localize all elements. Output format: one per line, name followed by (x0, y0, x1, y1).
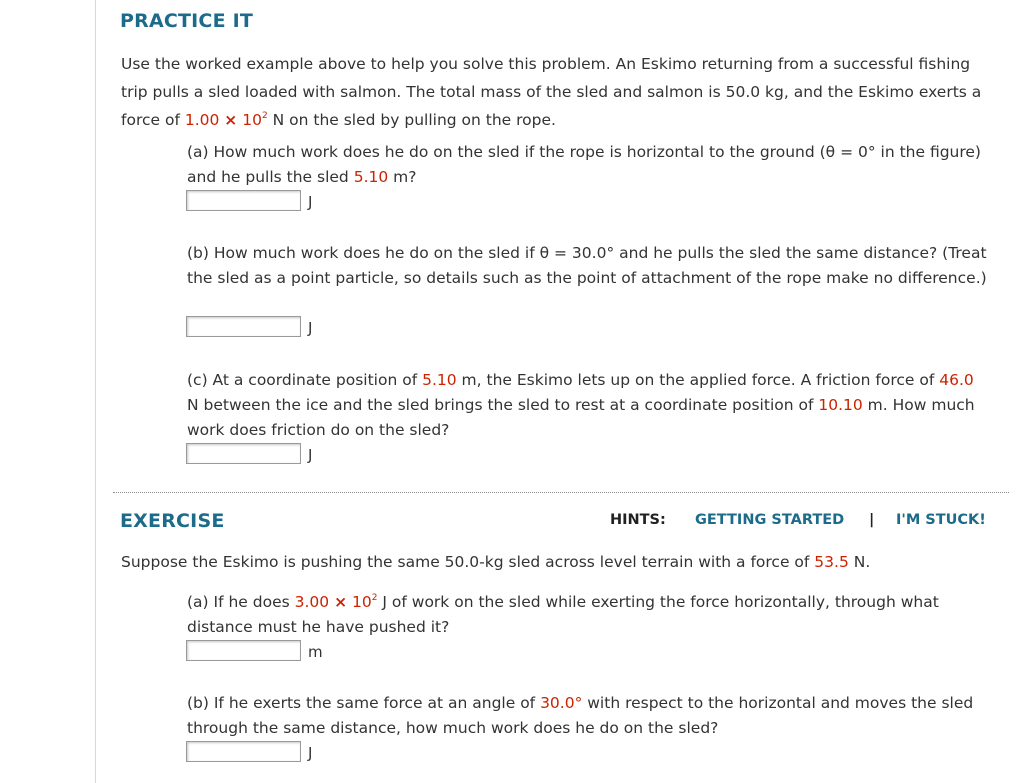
unit-label: J (308, 744, 313, 762)
practice-question-b: (b) How much work does he do on the sled if θ = 30.0° and he pulls the sled the same distance? (Treat the sled as a point particle, so details such as the point of attachment of the rope make no difference.) (187, 244, 987, 287)
unit-label: J (308, 193, 313, 211)
practice-heading: PRACTICE IT (120, 10, 254, 32)
practice-question-a: (a) How much work does he do on the sled if the rope is horizontal to the ground (θ = 0° in the figure) and he pulls the sled 5.10 m? (187, 143, 981, 186)
exercise-intro: Suppose the Eskimo is pushing the same 50.0-kg sled across level terrain with a force of 53.5 N. (121, 553, 871, 571)
unit-label: J (308, 319, 313, 337)
exercise-answer-b-input[interactable] (186, 741, 301, 762)
hints-separator: | (869, 512, 875, 528)
im-stuck-link[interactable]: I'M STUCK! (896, 512, 986, 528)
left-border-line (95, 0, 96, 783)
exercise-question-b: (b) If he exerts the same force at an angle of 30.0° with respect to the horizontal and moves the sled through the same distance, how much work does he do on the sled? (187, 694, 974, 737)
practice-question-c: (c) At a coordinate position of 5.10 m, the Eskimo lets up on the applied force. A friction force of 46.0 N between the ice and the sled brings the sled to rest at a coordinate position of 10.10 m. How much work does friction do on the sled? (187, 371, 975, 439)
practice-answer-a-input[interactable] (186, 190, 301, 211)
exercise-answer-a-input[interactable] (186, 640, 301, 661)
hints-label: HINTS: (610, 512, 666, 528)
force-value: $1.00 \times 10^2$ (184, 111, 268, 129)
practice-answer-b-input[interactable] (186, 316, 301, 337)
practice-intro: Use the worked example above to help you solve this problem. An Eskimo returning from a successful fishing trip pulls a sled loaded with salmon. The total mass of the sled and salmon is 50.0 kg, and the Eskimo exerts a force of $1.00 \times 10^2$ N on the sled by pulling on the rope. (121, 55, 982, 129)
section-divider (113, 492, 1009, 493)
practice-answer-c-input[interactable] (186, 443, 301, 464)
exercise-heading: EXERCISE (120, 510, 225, 532)
exercise-question-a: (a) If he does $3.00 \times 10^2$ J of work on the sled while exerting the force horizontally, through what distance must he have pushed it? (187, 593, 939, 636)
getting-started-link[interactable]: GETTING STARTED (695, 512, 845, 528)
unit-label: J (308, 446, 313, 464)
unit-label: m (308, 643, 323, 661)
